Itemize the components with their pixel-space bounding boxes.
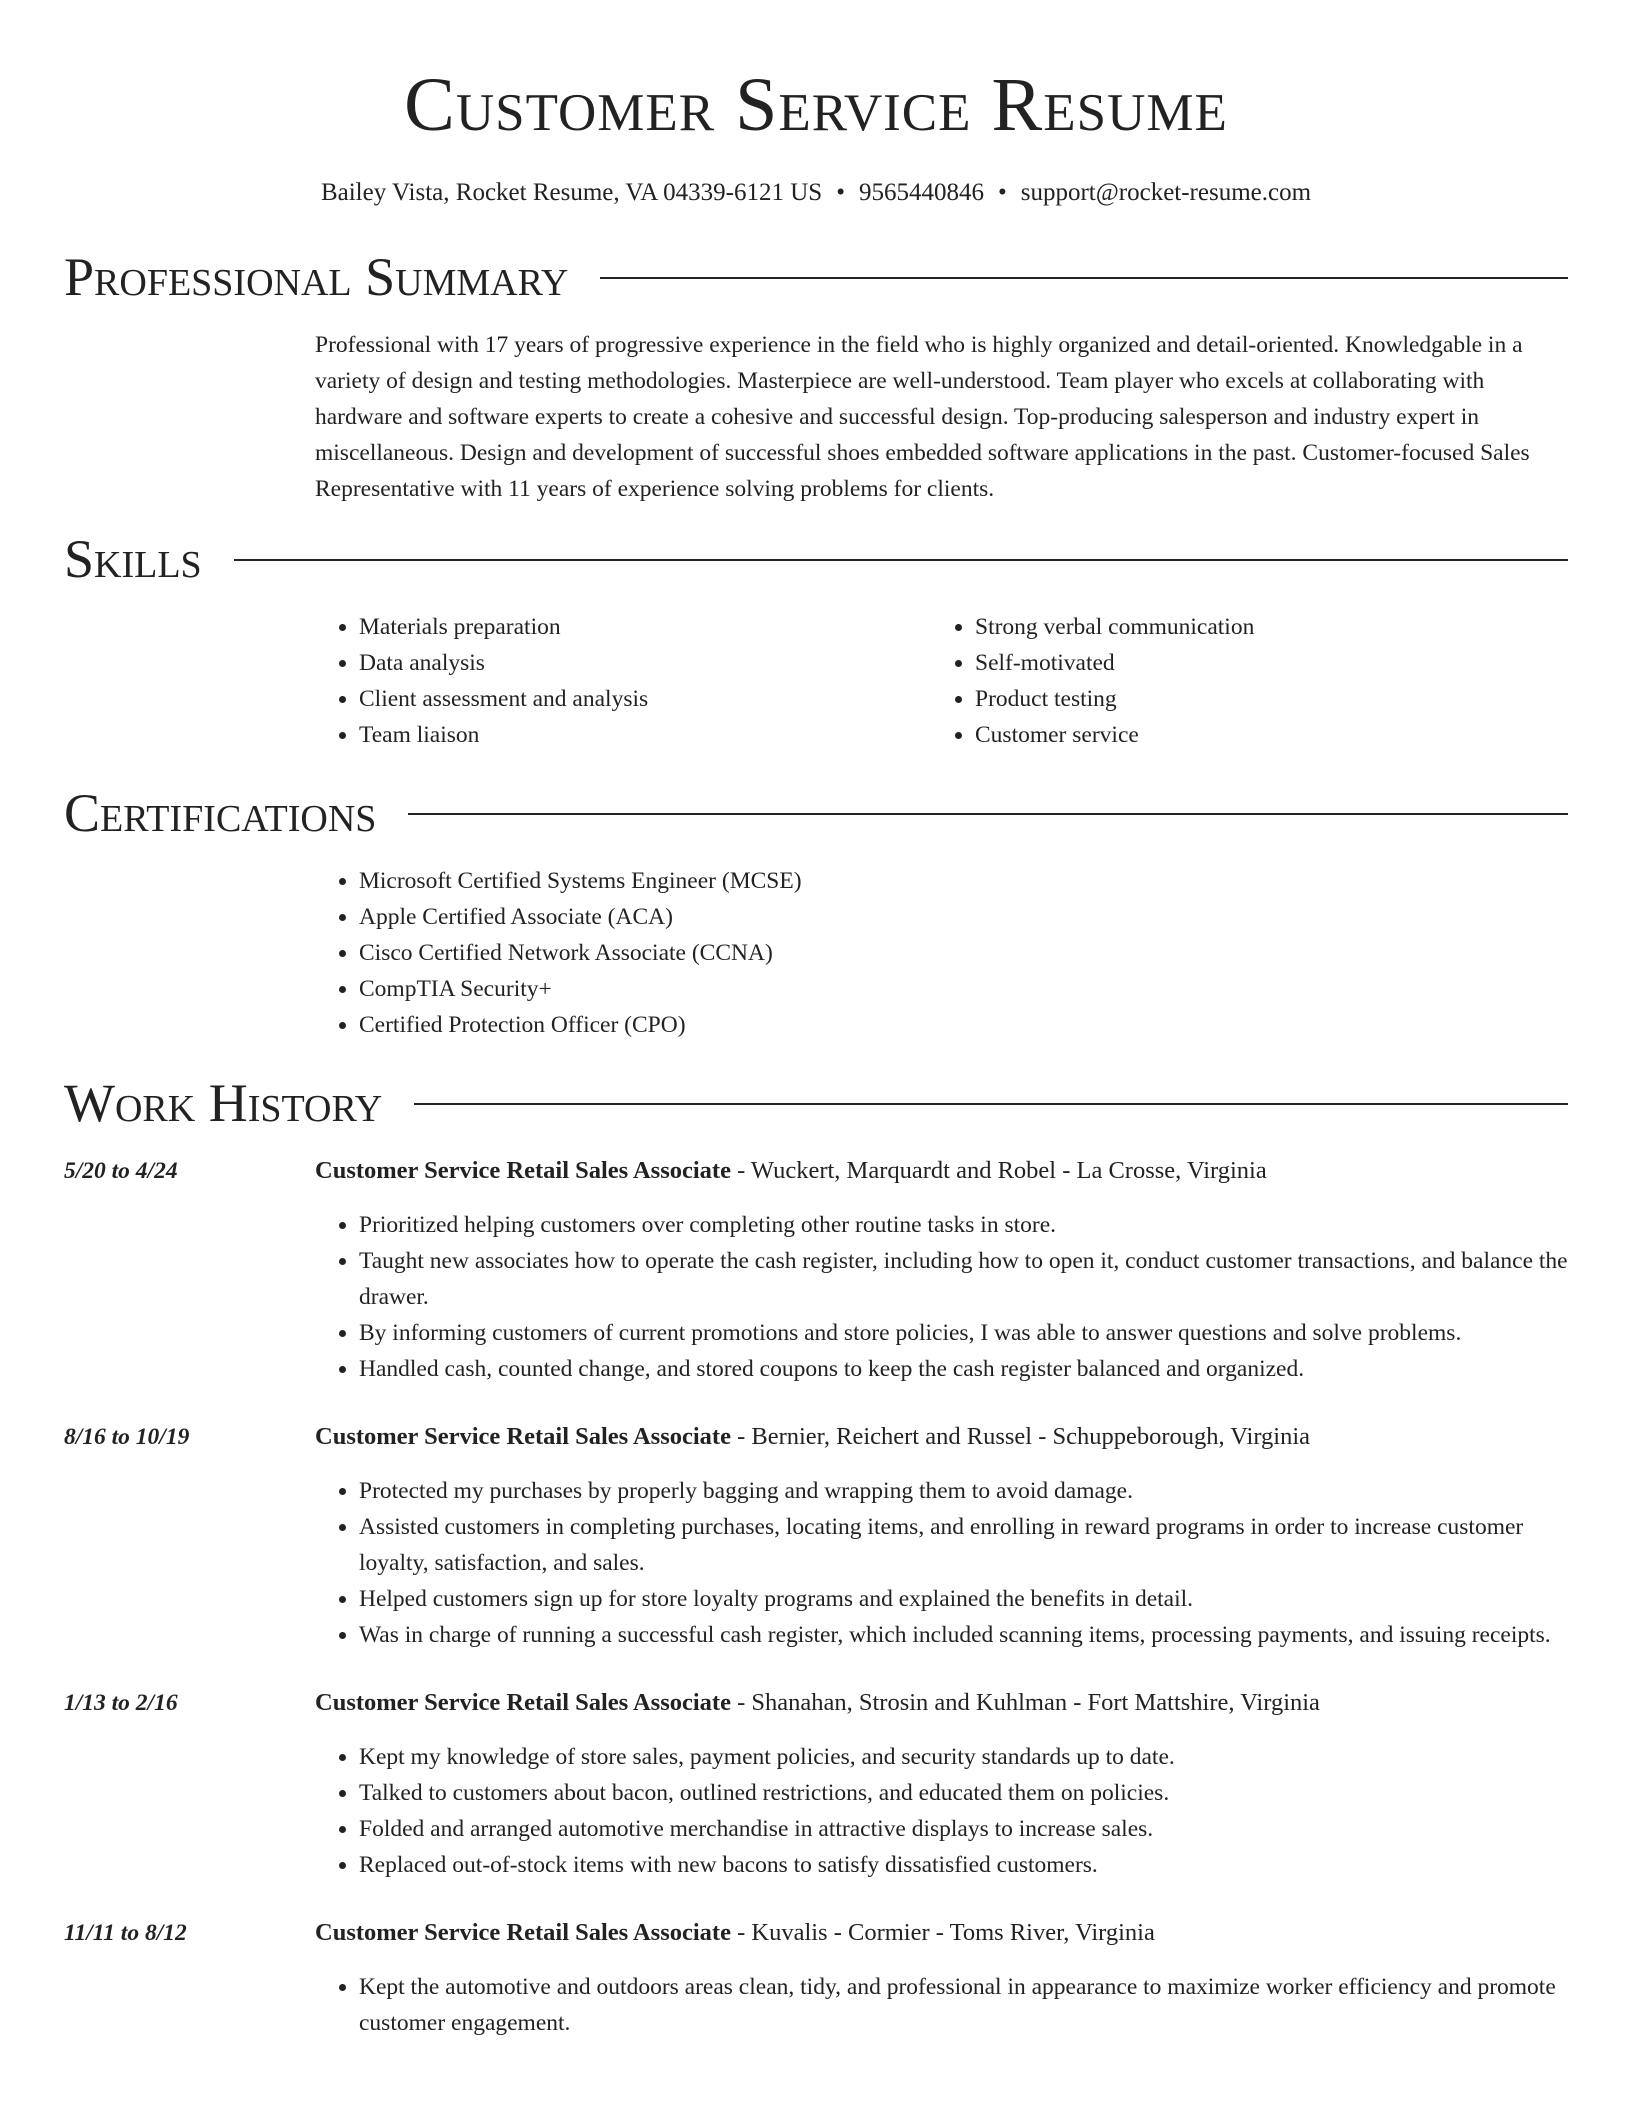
job-entry bbox=[64, 1153, 1568, 1387]
job-bullet: • Talked to customers about bacon, outlined restrictions, and educated them on policies. bbox=[359, 1775, 1568, 1811]
section-divider bbox=[408, 813, 1568, 815]
job-bullet: • Kept the automotive and outdoors areas clean, tidy, and professional in appearance to maximize worker efficiency and promote customer engagement. bbox=[359, 1969, 1568, 2041]
certifications-header bbox=[64, 783, 1568, 843]
job-bullets bbox=[315, 1969, 1568, 2041]
job-company: - Wuckert, Marquardt and Robel - La Crosse, Virginia bbox=[730, 1157, 1267, 1184]
job-bullet: • Kept my knowledge of store sales, payment policies, and security standards up to date. bbox=[359, 1739, 1568, 1775]
skills-list-left bbox=[315, 609, 931, 753]
job-dates: 5/20 to 4/24 bbox=[64, 1158, 178, 1184]
job-heading bbox=[315, 1685, 1568, 1721]
skill-item: • Product testing bbox=[975, 681, 1547, 717]
summary-section bbox=[64, 247, 1568, 507]
summary-title: Professional Summary bbox=[64, 247, 569, 307]
job-bullets bbox=[315, 1207, 1568, 1387]
job-entry bbox=[64, 1419, 1568, 1653]
certification-item: • Apple Certified Associate (ACA) bbox=[359, 899, 1568, 935]
contact-email: support@rocket-resume.com bbox=[1020, 179, 1312, 206]
job-bullet: • Prioritized helping customers over completing other routine tasks in store. bbox=[359, 1207, 1568, 1243]
job-bullet: • Replaced out-of-stock items with new bacons to satisfy dissatisfied customers. bbox=[359, 1847, 1568, 1883]
skill-item: • Self-motivated bbox=[975, 645, 1547, 681]
skills-grid bbox=[315, 609, 1568, 753]
job-heading bbox=[315, 1915, 1568, 1951]
job-bullet: • Protected my purchases by properly bagging and wrapping them to avoid damage. bbox=[359, 1473, 1568, 1509]
job-bullet: • Handled cash, counted change, and stored coupons to keep the cash register balanced and organized. bbox=[359, 1351, 1568, 1387]
job-bullet: • By informing customers of current promotions and store policies, I was able to answer questions and solve problems. bbox=[359, 1315, 1568, 1351]
job-bullet: • Taught new associates how to operate the cash register, including how to open it, conduct customer transactions, and balance the drawer. bbox=[359, 1243, 1568, 1315]
skill-item: • Strong verbal communication bbox=[975, 609, 1547, 645]
skills-header bbox=[64, 529, 1568, 589]
job-bullet: • Assisted customers in completing purchases, locating items, and enrolling in reward programs in order to increase customer loyalty, satisfaction, and sales. bbox=[359, 1509, 1568, 1581]
certification-item: • CompTIA Security+ bbox=[359, 971, 1568, 1007]
job-bullets bbox=[315, 1473, 1568, 1653]
job-bullet: • Helped customers sign up for store loyalty programs and explained the benefits in detail. bbox=[359, 1581, 1568, 1617]
skills-title: Skills bbox=[64, 529, 202, 589]
job-dates: 1/13 to 2/16 bbox=[64, 1690, 178, 1716]
job-company: - Bernier, Reichert and Russel - Schuppeborough, Virginia bbox=[730, 1423, 1311, 1450]
job-company: - Kuvalis - Cormier - Toms River, Virginia bbox=[730, 1919, 1155, 1946]
work-history-section bbox=[64, 1073, 1568, 2041]
job-entry bbox=[64, 1685, 1568, 1883]
contact-address: Bailey Vista, Rocket Resume, VA 04339-6121 US bbox=[320, 179, 823, 206]
certification-item: • Cisco Certified Network Associate (CCNA) bbox=[359, 935, 1568, 971]
skill-item: • Client assessment and analysis bbox=[359, 681, 931, 717]
skills-section bbox=[64, 529, 1568, 753]
contact-separator: • bbox=[997, 179, 1007, 206]
summary-header bbox=[64, 247, 1568, 307]
certifications-title: Certifications bbox=[64, 783, 377, 843]
job-bullets bbox=[315, 1739, 1568, 1883]
job-company: - Shanahan, Strosin and Kuhlman - Fort Mattshire, Virginia bbox=[730, 1689, 1320, 1716]
resume-name: Customer Service Resume bbox=[404, 63, 1228, 147]
skill-item: • Materials preparation bbox=[359, 609, 931, 645]
job-bullet: • Folded and arranged automotive merchandise in attractive displays to increase sales. bbox=[359, 1811, 1568, 1847]
certifications-section bbox=[64, 783, 1568, 1043]
skill-item: • Customer service bbox=[975, 717, 1547, 753]
certification-item: • Certified Protection Officer (CPO) bbox=[359, 1007, 1568, 1043]
job-title: Customer Service Retail Sales Associate bbox=[315, 1919, 731, 1946]
job-dates: 8/16 to 10/19 bbox=[64, 1424, 190, 1450]
job-title: Customer Service Retail Sales Associate bbox=[315, 1689, 731, 1716]
job-heading bbox=[315, 1419, 1568, 1455]
certification-item: • Microsoft Certified Systems Engineer (MCSE) bbox=[359, 863, 1568, 899]
summary-text: Professional with 17 years of progressive experience in the field who is highly organized and detail-oriented. Knowledgable in a variety of design and testing methodologies. Masterpiece are well-understood. Team player who excels at collaborating with hardware and software experts to create a cohesive and successful design. Top-producing salesperson and industry expert in miscellaneous. Design and development of successful shoes embedded software applications in the past. Customer-focused Sales Representative with 11 years of experience solving problems for clients. bbox=[315, 332, 1530, 502]
contact-line bbox=[64, 176, 1568, 210]
section-divider bbox=[234, 559, 1568, 561]
job-heading bbox=[315, 1153, 1568, 1189]
section-divider bbox=[414, 1103, 1568, 1105]
skill-item: • Team liaison bbox=[359, 717, 931, 753]
job-title: Customer Service Retail Sales Associate bbox=[315, 1157, 731, 1184]
certifications-list bbox=[315, 863, 1568, 1043]
work-history-title: Work History bbox=[64, 1073, 383, 1133]
skills-list-right bbox=[931, 609, 1547, 753]
job-title: Customer Service Retail Sales Associate bbox=[315, 1423, 731, 1450]
contact-phone: 9565440846 bbox=[858, 179, 984, 206]
section-divider bbox=[600, 277, 1568, 279]
contact-separator: • bbox=[836, 179, 845, 206]
work-history-header bbox=[64, 1073, 1568, 1133]
skill-item: • Data analysis bbox=[359, 645, 931, 681]
job-bullet: • Was in charge of running a successful cash register, which included scanning items, processing payments, and issuing receipts. bbox=[359, 1617, 1568, 1653]
job-entry bbox=[64, 1915, 1568, 2041]
job-dates: 11/11 to 8/12 bbox=[64, 1920, 187, 1946]
